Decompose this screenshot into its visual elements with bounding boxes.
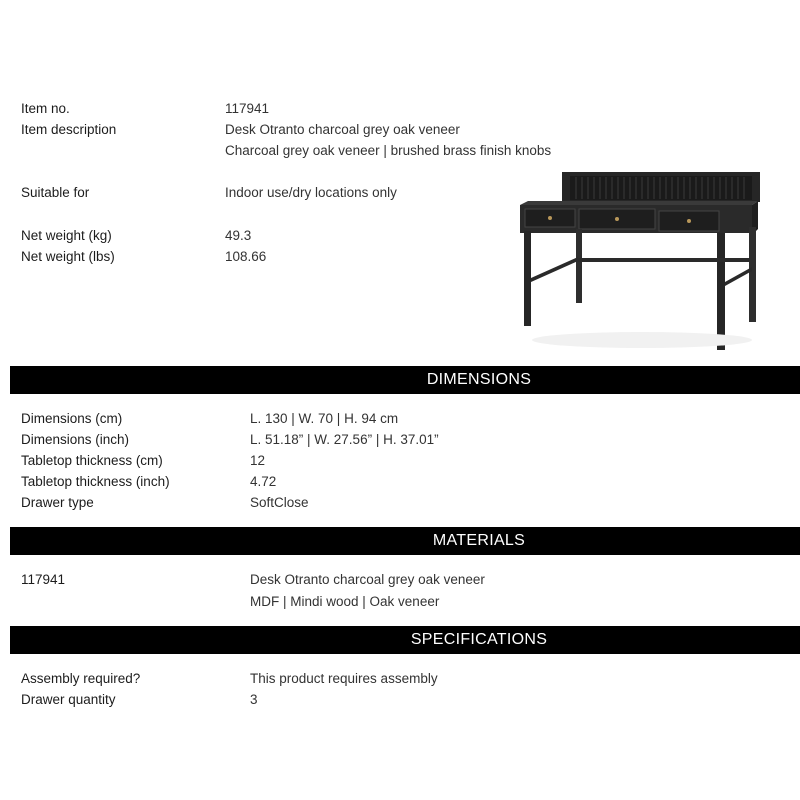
specifications-header [10, 626, 800, 654]
assembly-required-label: Assembly required? [21, 671, 141, 686]
materials-header [10, 527, 800, 555]
drawer-type-label: Drawer type [21, 495, 94, 510]
item-description-line-1: Desk Otranto charcoal grey oak veneer [225, 122, 460, 137]
desk-stretcher-side [531, 257, 578, 282]
dimensions-title: DIMENSIONS [426, 371, 532, 388]
materials-line-1: Desk Otranto charcoal grey oak veneer [250, 572, 485, 587]
drawer-quantity-value: 3 [250, 692, 258, 707]
suitable-for-label: Suitable for [21, 185, 90, 200]
drawer-type-value: SoftClose [250, 495, 309, 510]
desk-top [520, 201, 758, 205]
net-weight-lbs-label: Net weight (lbs) [21, 249, 115, 264]
dimensions-header [10, 366, 800, 394]
tabletop-thickness-inch-value: 4.72 [250, 474, 277, 489]
desk-leg-front-left [524, 231, 531, 326]
desk-leg-back-right [749, 227, 756, 322]
desk-leg-front-right [717, 233, 725, 350]
materials-title: MATERIALS [432, 532, 526, 549]
dimensions-inch-value: L. 51.18” | W. 27.56” | H. 37.01” [250, 432, 439, 447]
tabletop-thickness-cm-label: Tabletop thickness (cm) [21, 453, 163, 468]
assembly-required-value: This product requires assembly [250, 671, 438, 686]
net-weight-kg-label: Net weight (kg) [21, 228, 112, 243]
materials-code: 117941 [21, 572, 66, 587]
desk-stretcher-back [578, 258, 750, 262]
item-description-label: Item description [21, 122, 117, 137]
knob-center [615, 217, 619, 221]
dimensions-cm-label: Dimensions (cm) [21, 411, 123, 426]
tabletop-thickness-inch-label: Tabletop thickness (inch) [21, 474, 170, 489]
knob-left [548, 216, 552, 220]
item-description-line-2: Charcoal grey oak veneer | brushed brass finish knobs [225, 143, 552, 158]
specifications-title: SPECIFICATIONS [410, 631, 548, 648]
item-no-label: Item no. [21, 101, 70, 116]
suitable-for-value: Indoor use/dry locations only [225, 185, 397, 200]
dimensions-cm-value: L. 130 | W. 70 | H. 94 cm [250, 411, 399, 426]
item-no-value: 117941 [225, 101, 270, 116]
tabletop-thickness-cm-value: 12 [250, 453, 266, 468]
net-weight-kg-value: 49.3 [225, 228, 252, 243]
desk-product-image [512, 165, 792, 360]
knob-right [687, 219, 691, 223]
materials-line-2: MDF | Mindi wood | Oak veneer [250, 594, 440, 609]
desk-leg-back-left [576, 229, 582, 303]
net-weight-lbs-value: 108.66 [225, 249, 267, 264]
drawer-quantity-label: Drawer quantity [21, 692, 116, 707]
dimensions-inch-label: Dimensions (inch) [21, 432, 130, 447]
